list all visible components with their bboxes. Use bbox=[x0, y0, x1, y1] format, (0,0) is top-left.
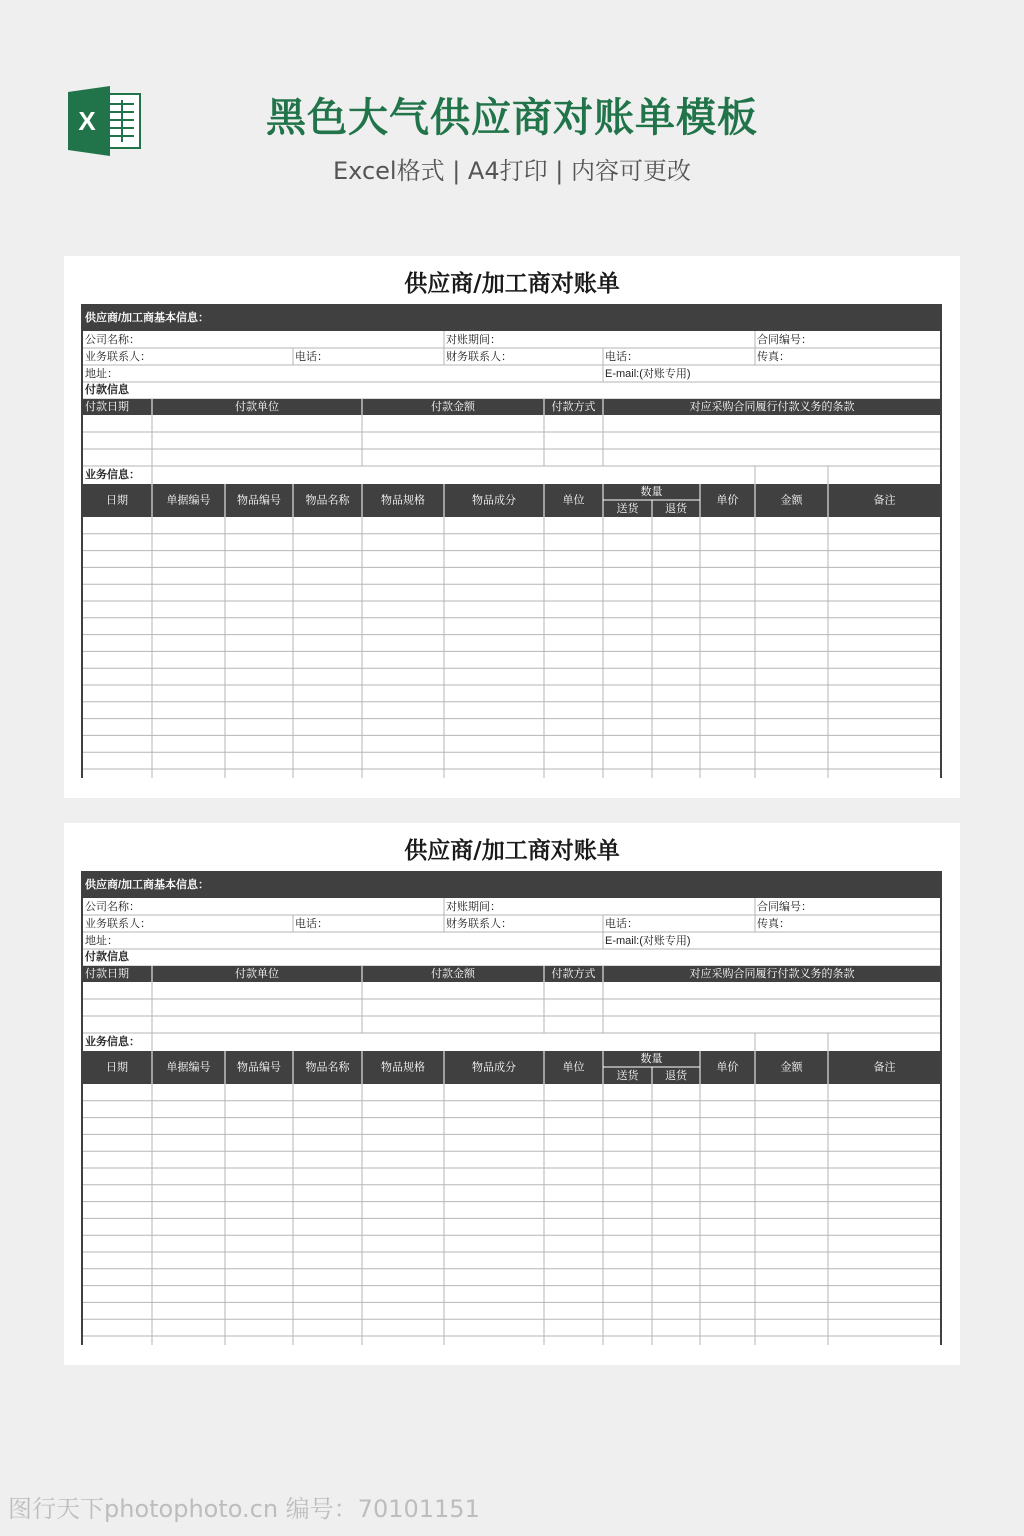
info-field-label: 传真： bbox=[757, 350, 790, 363]
payment-column-header: 对应采购合同履行付款义务的条款 bbox=[689, 400, 855, 413]
business-column-header: 物品编号 bbox=[237, 494, 281, 507]
info-field-label: 地址： bbox=[85, 367, 118, 380]
info-field-label: 合同编号： bbox=[757, 900, 812, 913]
sheet-title: 供应商/加工商对账单 bbox=[404, 838, 620, 864]
business-column-header: 物品规格 bbox=[381, 1061, 425, 1074]
watermark-text: 图行天下photophoto.cn 编号：70101151 bbox=[8, 1495, 480, 1523]
business-column-header: 单价 bbox=[716, 494, 739, 507]
statement-table bbox=[64, 256, 960, 798]
info-field-label: 地址： bbox=[85, 934, 118, 947]
business-column-header: 物品规格 bbox=[381, 494, 425, 507]
statement-sheet-1 bbox=[64, 256, 960, 798]
business-column-header: 日期 bbox=[106, 494, 128, 507]
quantity-group-header: 数量 bbox=[640, 485, 663, 498]
business-column-header: 日期 bbox=[106, 1061, 128, 1074]
info-field-label: 财务联系人： bbox=[446, 917, 512, 930]
payment-column-header: 对应采购合同履行付款义务的条款 bbox=[689, 967, 855, 980]
business-heading: 业务信息： bbox=[85, 1035, 140, 1048]
info-field-label: 财务联系人： bbox=[446, 350, 512, 363]
business-column-header: 物品名称 bbox=[305, 494, 350, 507]
info-field-label: 电话： bbox=[605, 917, 638, 930]
quantity-sub-header: 退货 bbox=[665, 502, 687, 515]
payment-column-header: 付款金额 bbox=[431, 400, 475, 413]
business-column-header: 单据编号 bbox=[166, 494, 211, 507]
page-title: 黑色大气供应商对账单模板 bbox=[266, 95, 758, 141]
info-field-label: 合同编号： bbox=[757, 333, 812, 346]
business-column-header: 单位 bbox=[562, 1061, 585, 1074]
info-field-label: E-mail:(对账专用) bbox=[605, 934, 691, 947]
business-column-header: 金额 bbox=[780, 1061, 803, 1074]
info-field-label: E-mail:(对账专用) bbox=[605, 367, 691, 380]
section-header-bar bbox=[82, 304, 941, 331]
payment-column-header: 付款方式 bbox=[551, 967, 596, 980]
business-column-header: 单价 bbox=[716, 1061, 739, 1074]
excel-logo-letter: X bbox=[78, 106, 96, 136]
quantity-sub-header: 送货 bbox=[616, 502, 639, 515]
info-field-label: 对账期间： bbox=[446, 900, 501, 913]
quantity-sub-header: 退货 bbox=[665, 1069, 687, 1082]
sheet-title: 供应商/加工商对账单 bbox=[404, 271, 620, 297]
business-heading: 业务信息： bbox=[85, 468, 140, 481]
page-subtitle: Excel格式 | A4打印 | 内容可更改 bbox=[333, 157, 691, 185]
basic-info-heading: 供应商/加工商基本信息： bbox=[85, 311, 210, 324]
section-header-bar bbox=[82, 871, 941, 898]
info-field-label: 公司名称： bbox=[85, 333, 140, 346]
info-field-label: 公司名称： bbox=[85, 900, 140, 913]
info-field-label: 业务联系人： bbox=[85, 917, 151, 930]
business-column-header: 物品成分 bbox=[472, 1061, 516, 1074]
info-field-label: 业务联系人： bbox=[85, 350, 151, 363]
info-field-label: 电话： bbox=[295, 350, 328, 363]
quantity-group-header: 数量 bbox=[640, 1052, 663, 1065]
business-column-header: 单据编号 bbox=[166, 1061, 211, 1074]
statement-sheet-2 bbox=[64, 823, 960, 1365]
payment-column-header: 付款单位 bbox=[235, 967, 279, 980]
business-column-header: 备注 bbox=[873, 1061, 896, 1074]
info-field-label: 电话： bbox=[295, 917, 328, 930]
info-field-label: 传真： bbox=[757, 917, 790, 930]
basic-info-heading: 供应商/加工商基本信息： bbox=[85, 878, 210, 891]
payment-column-header: 付款日期 bbox=[85, 967, 129, 980]
quantity-sub-header: 送货 bbox=[616, 1069, 639, 1082]
payment-column-header: 付款金额 bbox=[431, 967, 475, 980]
payment-heading: 付款信息 bbox=[85, 950, 129, 963]
payment-column-header: 付款单位 bbox=[235, 400, 279, 413]
info-field-label: 对账期间： bbox=[446, 333, 501, 346]
info-field-label: 电话： bbox=[605, 350, 638, 363]
payment-heading: 付款信息 bbox=[85, 383, 129, 396]
payment-column-header: 付款日期 bbox=[85, 400, 129, 413]
statement-table bbox=[64, 823, 960, 1365]
business-column-header: 金额 bbox=[780, 494, 803, 507]
business-column-header: 物品编号 bbox=[237, 1061, 281, 1074]
business-column-header: 单位 bbox=[562, 494, 585, 507]
business-column-header: 物品成分 bbox=[472, 494, 516, 507]
payment-column-header: 付款方式 bbox=[551, 400, 596, 413]
business-column-header: 物品名称 bbox=[305, 1061, 350, 1074]
business-column-header: 备注 bbox=[873, 494, 896, 507]
